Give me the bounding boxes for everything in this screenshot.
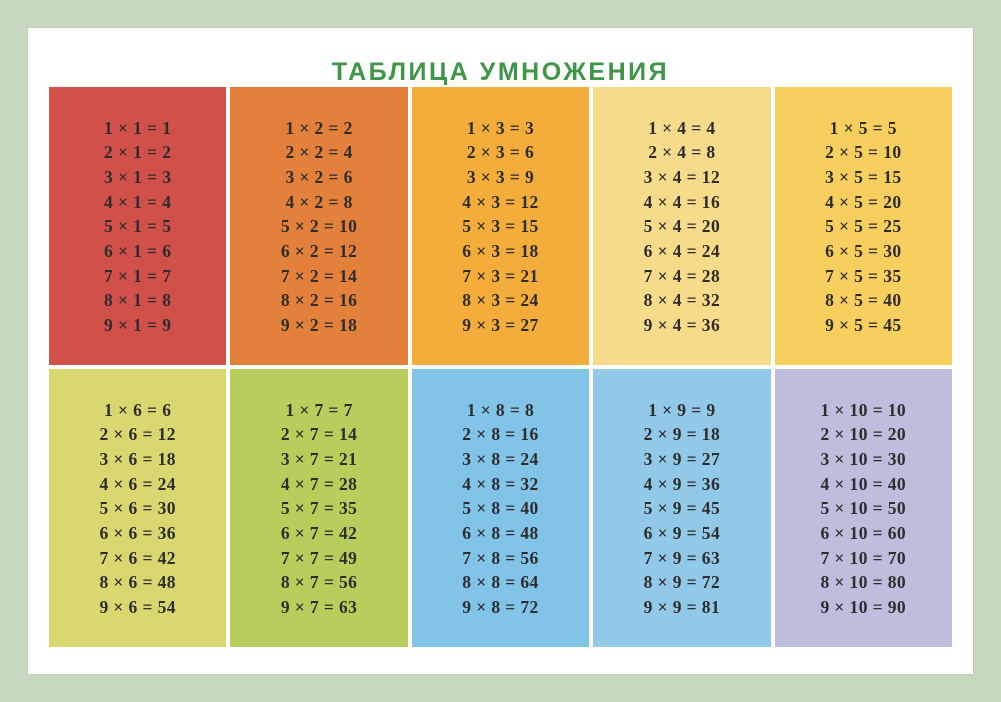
equation: 7 × 10 = 70 xyxy=(820,547,907,568)
multiplication-grid xyxy=(49,87,952,647)
equation: 2 × 2 = 4 xyxy=(285,142,353,163)
equation: 4 × 9 = 36 xyxy=(643,473,721,494)
page-title: ТАБЛИЦА УМНОЖЕНИЯ xyxy=(331,58,670,86)
equation: 4 × 10 = 40 xyxy=(820,473,907,494)
equation: 4 × 4 = 16 xyxy=(643,191,721,212)
equation: 5 × 9 = 45 xyxy=(643,498,721,519)
equation: 6 × 9 = 54 xyxy=(643,522,721,543)
equation: 5 × 3 = 15 xyxy=(462,216,539,237)
equation: 5 × 10 = 50 xyxy=(820,498,907,519)
equation: 9 × 7 = 63 xyxy=(280,597,358,617)
equation: 5 × 4 = 20 xyxy=(643,216,721,237)
equation: 4 × 3 = 12 xyxy=(462,191,539,212)
equation: 6 × 2 = 12 xyxy=(280,240,358,261)
equation: 8 × 6 = 48 xyxy=(99,572,176,593)
equation: 6 × 8 = 48 xyxy=(462,522,539,543)
equation: 5 × 1 = 5 xyxy=(104,216,172,237)
equation: 2 × 6 = 12 xyxy=(99,424,176,445)
table-of-4-block xyxy=(593,87,770,365)
equation: 8 × 10 = 80 xyxy=(820,572,907,593)
equation: 5 × 2 = 10 xyxy=(280,216,358,237)
equation: 1 × 1 = 1 xyxy=(104,117,172,138)
equation: 2 × 1 = 2 xyxy=(104,142,172,163)
equation: 2 × 7 = 14 xyxy=(280,424,358,445)
equation: 8 × 7 = 56 xyxy=(280,572,358,593)
equation: 7 × 8 = 56 xyxy=(462,547,539,568)
equation: 9 × 10 = 90 xyxy=(820,597,907,617)
equation: 9 × 4 = 36 xyxy=(643,315,721,335)
equation: 9 × 2 = 18 xyxy=(280,315,358,335)
equation: 1 × 6 = 6 xyxy=(104,399,172,420)
equation: 4 × 6 = 24 xyxy=(99,473,176,494)
table-of-1-block xyxy=(49,87,226,365)
equation: 4 × 8 = 32 xyxy=(462,473,539,494)
equation: 8 × 8 = 64 xyxy=(462,572,539,593)
equation: 3 × 10 = 30 xyxy=(820,448,907,469)
equation: 3 × 7 = 21 xyxy=(280,448,358,469)
equation: 2 × 9 = 18 xyxy=(643,424,721,445)
equation: 4 × 2 = 8 xyxy=(285,191,353,212)
equation: 1 × 2 = 2 xyxy=(285,117,353,138)
equation: 1 × 9 = 9 xyxy=(648,399,716,420)
table-of-10-block xyxy=(775,369,952,647)
table-of-6-block xyxy=(49,369,226,647)
equation: 2 × 5 = 10 xyxy=(825,142,902,163)
table-of-2-block xyxy=(230,87,407,365)
equation: 2 × 10 = 20 xyxy=(820,424,907,445)
equation: 7 × 3 = 21 xyxy=(462,265,539,286)
equation: 9 × 5 = 45 xyxy=(825,315,902,335)
equation: 7 × 1 = 7 xyxy=(104,265,172,286)
equation: 3 × 1 = 3 xyxy=(104,166,172,187)
equation: 6 × 4 = 24 xyxy=(643,240,721,261)
equation: 3 × 8 = 24 xyxy=(462,448,539,469)
poster-sheet xyxy=(28,28,973,674)
table-of-8-block xyxy=(412,369,589,647)
equation: 5 × 8 = 40 xyxy=(462,498,539,519)
equation: 7 × 9 = 63 xyxy=(643,547,721,568)
equation: 8 × 5 = 40 xyxy=(825,290,902,311)
equation: 6 × 1 = 6 xyxy=(104,240,172,261)
equation: 3 × 2 = 6 xyxy=(285,166,353,187)
equation: 7 × 5 = 35 xyxy=(825,265,902,286)
equation: 9 × 6 = 54 xyxy=(99,597,176,617)
equation: 9 × 1 = 9 xyxy=(104,315,172,335)
equation: 3 × 3 = 9 xyxy=(466,166,535,187)
equation: 4 × 7 = 28 xyxy=(280,473,358,494)
equation: 6 × 5 = 30 xyxy=(825,240,902,261)
equation: 4 × 5 = 20 xyxy=(825,191,902,212)
equation: 6 × 7 = 42 xyxy=(280,522,358,543)
equation: 3 × 6 = 18 xyxy=(99,448,176,469)
equation: 2 × 4 = 8 xyxy=(648,142,716,163)
equation: 7 × 4 = 28 xyxy=(643,265,721,286)
equation: 6 × 3 = 18 xyxy=(462,240,539,261)
equation: 1 × 4 = 4 xyxy=(648,117,716,138)
table-of-9-block xyxy=(593,369,770,647)
equation: 6 × 6 = 36 xyxy=(99,522,176,543)
equation: 3 × 4 = 12 xyxy=(643,166,721,187)
equation: 8 × 1 = 8 xyxy=(104,290,172,311)
equation: 7 × 2 = 14 xyxy=(280,265,358,286)
equation: 8 × 2 = 16 xyxy=(280,290,358,311)
equation: 9 × 3 = 27 xyxy=(462,315,539,335)
table-of-5-block xyxy=(775,87,952,365)
equation: 1 × 3 = 3 xyxy=(466,117,535,138)
equation: 7 × 6 = 42 xyxy=(99,547,176,568)
equation: 8 × 3 = 24 xyxy=(462,290,539,311)
equation: 4 × 1 = 4 xyxy=(104,191,172,212)
equation: 1 × 5 = 5 xyxy=(829,117,897,138)
equation: 8 × 9 = 72 xyxy=(643,572,721,593)
equation: 8 × 4 = 32 xyxy=(643,290,721,311)
equation: 3 × 5 = 15 xyxy=(825,166,902,187)
equation: 7 × 7 = 49 xyxy=(280,547,358,568)
equation: 9 × 9 = 81 xyxy=(643,597,721,617)
equation: 5 × 7 = 35 xyxy=(280,498,358,519)
equation: 2 × 3 = 6 xyxy=(466,142,535,163)
equation: 5 × 6 = 30 xyxy=(99,498,176,519)
equation: 1 × 7 = 7 xyxy=(285,399,353,420)
table-of-7-block xyxy=(230,369,407,647)
table-of-3-block xyxy=(412,87,589,365)
equation: 1 × 8 = 8 xyxy=(466,399,535,420)
equation: 2 × 8 = 16 xyxy=(462,424,539,445)
equation: 1 × 10 = 10 xyxy=(820,399,907,420)
equation: 6 × 10 = 60 xyxy=(820,522,907,543)
equation: 3 × 9 = 27 xyxy=(643,448,721,469)
equation: 5 × 5 = 25 xyxy=(825,216,902,237)
equation: 9 × 8 = 72 xyxy=(462,597,539,617)
